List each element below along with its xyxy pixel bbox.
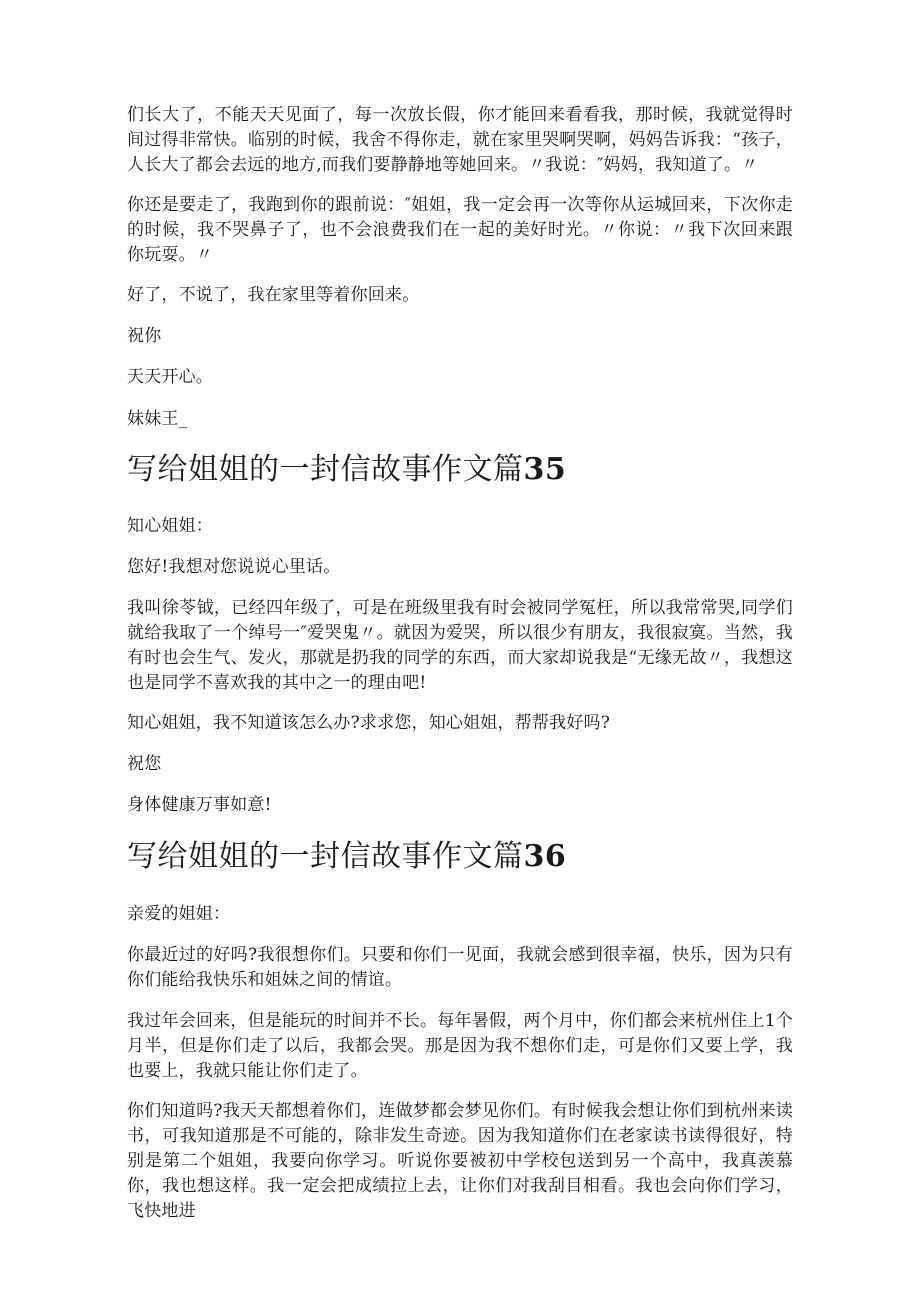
- heading-text: 写给姐姐的一封信故事作文篇: [127, 839, 524, 874]
- heading-number: 36: [523, 839, 567, 874]
- paragraph: 天天开心。: [127, 367, 213, 387]
- paragraph: 祝您: [127, 754, 162, 774]
- paragraph: 知心姐姐，我不知道该怎么办?求求您，知心姐姐，帮帮我好吗?: [127, 713, 611, 733]
- paragraph: 您好!我想对您说说心里话。: [127, 557, 341, 577]
- paragraph: 你最近过的好吗?我很想你们。只要和你们一见面，我就会感到很幸福，快乐，因为只有你们能给我快乐和姐妹之间的情谊。: [127, 945, 793, 990]
- paragraph: 我叫徐苓钺，已经四年级了，可是在班级里我有时会被同学冤枉，所以我常常哭,同学们就给我取了一个绰号一″爱哭鬼〃。就因为爱哭，所以很少有朋友，我很寂寞。当然，我有时也会生气、发火，那就是扔我的同学的东西，而大家却说我是“无缘无故〃，我想这也是同学不喜欢我的其中之一的理由吧!: [127, 598, 793, 693]
- salutation: 亲爱的姐姐：: [127, 904, 231, 924]
- paragraph: 你们知道吗?我天天都想着你们，连做梦都会梦见你们。有时候我会想让你们到杭州来读书，可我知道那是不可能的，除非发生奇迹。因为我知道你们在老家读书读得很好，特别是第二个姐姐，我要向你学习。听说你要被初中学校包送到另一个高中，我真羡慕你，我也想这样。我一定会把成绩拉上去，让你们对我刮目相看。我也会向你们学习，飞快地进: [127, 1101, 793, 1221]
- section-heading-35: [127, 452, 793, 488]
- heading-text: 写给姐姐的一封信故事作文篇: [127, 452, 524, 487]
- paragraph: 身体健康万事如意!: [127, 795, 272, 815]
- section-heading-36: [127, 839, 793, 875]
- paragraph: 祝你: [127, 326, 162, 346]
- paragraph: 们长大了，不能天天见面了，每一次放长假，你才能回来看看我，那时候，我就觉得时间过得非常快。临别的时候，我舍不得你走，就在家里哭啊哭啊，妈妈告诉我：“孩子，人长大了都会去远的地方,而我们要静静地等她回来。〃我说：″妈妈，我知道了。〃: [127, 105, 793, 175]
- signature-line: 妹妹王_: [127, 409, 188, 429]
- paragraph: 好了，不说了，我在家里等着你回来。: [127, 285, 420, 305]
- heading-number: 35: [523, 452, 567, 487]
- salutation: 知心姐姐：: [127, 516, 213, 536]
- paragraph: 你还是要走了，我跑到你的跟前说：″姐姐，我一定会再一次等你从运城回来，下次你走的时候，我不哭鼻子了，也不会浪费我们在一起的美好时光。〃你说：〃我下次回来跟你玩耍。〃: [127, 195, 793, 265]
- paragraph: 我过年会回来，但是能玩的时间并不长。每年暑假，两个月中，你们都会来杭州住上1个月半，但是你们走了以后，我都会哭。那是因为我不想你们走，可是你们又要上学，我也要上，我就只能让你们走了。: [127, 1011, 793, 1081]
